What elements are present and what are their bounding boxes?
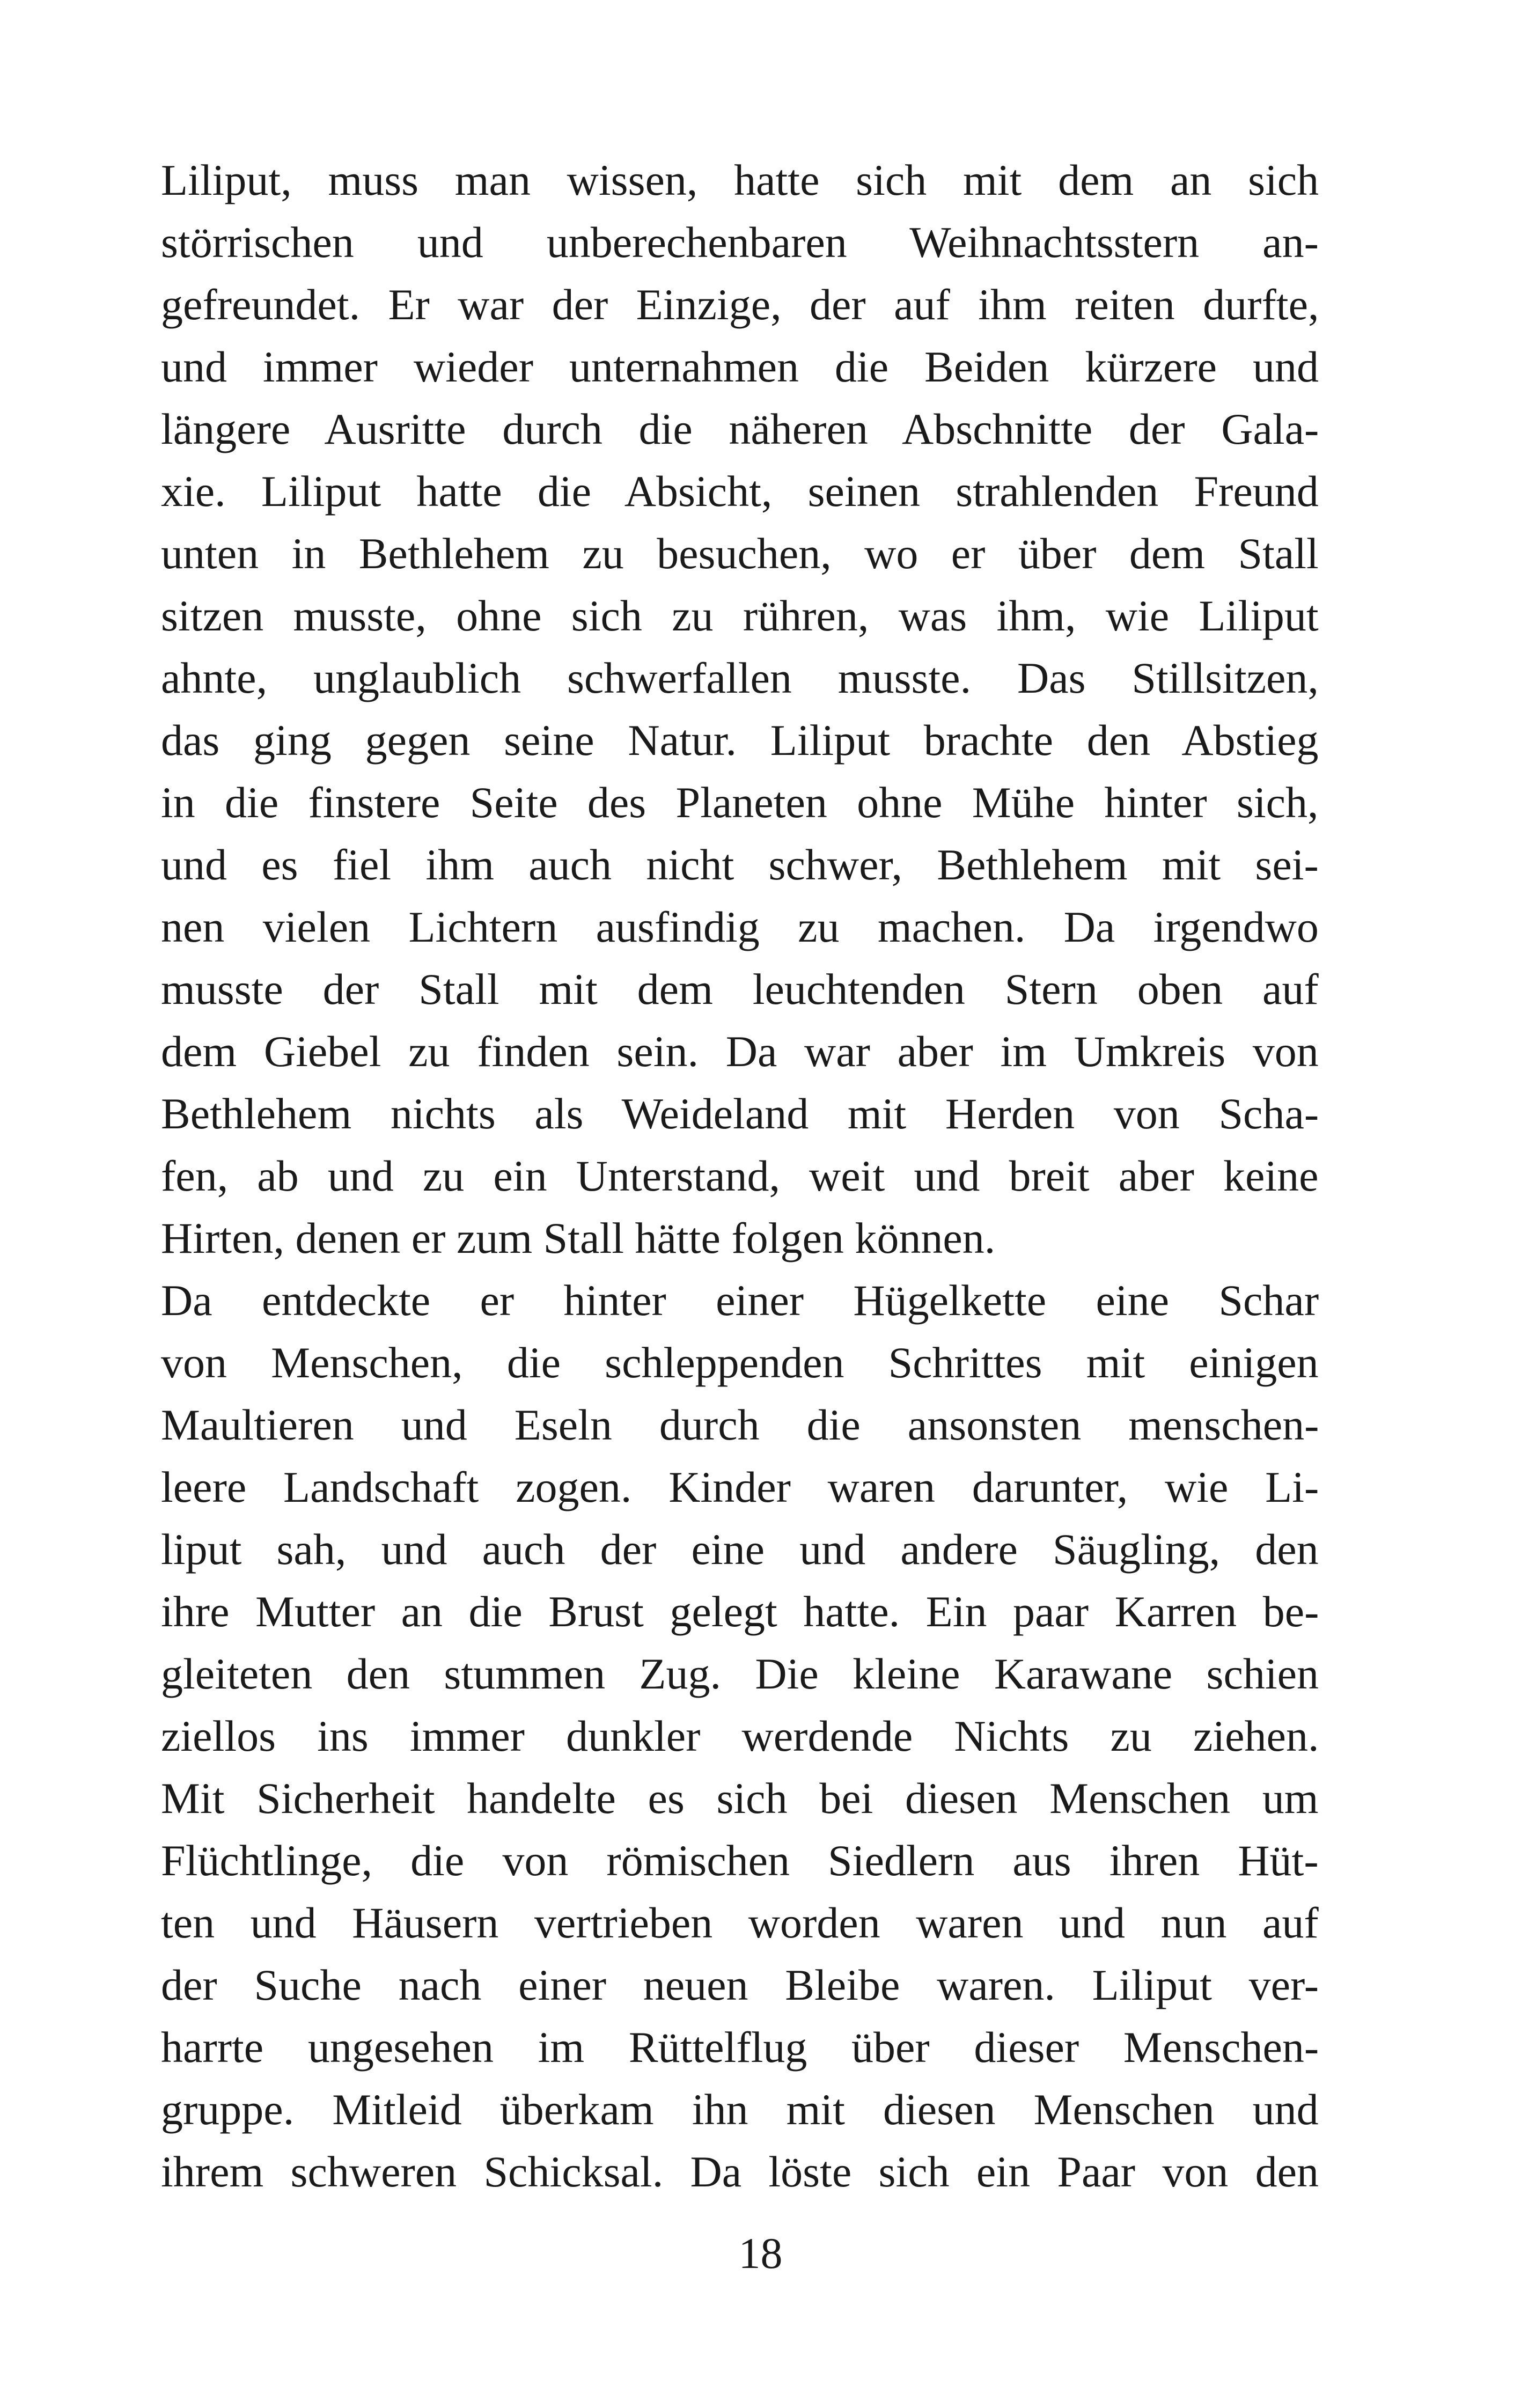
text-line: der Suche nach einer neuen Bleibe waren. Liliput ver- (161, 1961, 1319, 2009)
text-line: und immer wieder unternahmen die Beiden kürzere und (161, 342, 1319, 391)
text-line: störrischen und unberechenbaren Weihnachtsstern an- (161, 218, 1319, 267)
text-line: Da entdeckte er hinter einer Hügelkette eine Schar (161, 1276, 1319, 1325)
text-line: längere Ausritte durch die näheren Abschnitte der Gala- (161, 405, 1319, 453)
text-line: Liliput, muss man wissen, hatte sich mit dem an sich (161, 156, 1319, 204)
text-line: Maultieren und Eseln durch die ansonsten menschen- (161, 1400, 1319, 1449)
text-line: und es fiel ihm auch nicht schwer, Bethlehem mit sei- (161, 840, 1319, 889)
text-line: gleiteten den stummen Zug. Die kleine Karawane schien (161, 1649, 1319, 1698)
paragraph-2 (161, 1269, 1319, 2203)
text-line: xie. Liliput hatte die Absicht, seinen strahlenden Freund (161, 467, 1319, 516)
text-line: sitzen musste, ohne sich zu rühren, was ihm, wie Liliput (161, 591, 1319, 640)
text-line: Hirten, denen er zum Stall hätte folgen können. (161, 1214, 996, 1262)
text-line: musste der Stall mit dem leuchtenden Stern oben auf (161, 965, 1319, 1014)
text-line: harrte ungesehen im Rüttelflug über dieser Menschen- (161, 2023, 1319, 2072)
text-line: ten und Häusern vertrieben worden waren und nun auf (161, 1898, 1319, 1947)
text-line: fen, ab und zu ein Unterstand, weit und breit aber keine (161, 1151, 1319, 1200)
text-line: Bethlehem nichts als Weideland mit Herden von Scha- (161, 1089, 1319, 1138)
text-line: Flüchtlinge, die von römischen Siedlern aus ihren Hüt- (161, 1836, 1319, 1885)
text-line: leere Landschaft zogen. Kinder waren darunter, wie Li- (161, 1463, 1319, 1511)
text-line: Mit Sicherheit handelte es sich bei diesen Menschen um (161, 1774, 1319, 1823)
text-line: gefreundet. Er war der Einzige, der auf ihm reiten durfte, (161, 280, 1319, 329)
text-line: in die finstere Seite des Planeten ohne Mühe hinter sich, (161, 778, 1319, 827)
text-line: das ging gegen seine Natur. Liliput brachte den Abstieg (161, 716, 1319, 765)
text-line: liput sah, und auch der eine und andere Säugling, den (161, 1525, 1319, 1574)
text-line: ihrem schweren Schicksal. Da löste sich ein Paar von den (161, 2147, 1319, 2196)
text-line: von Menschen, die schleppenden Schrittes mit einigen (161, 1338, 1319, 1387)
text-line: ziellos ins immer dunkler werdende Nichts zu ziehen. (161, 1712, 1319, 1760)
text-line: nen vielen Lichtern ausfindig zu machen. Da irgendwo (161, 902, 1319, 951)
text-line: unten in Bethlehem zu besuchen, wo er über dem Stall (161, 529, 1319, 578)
text-line: ihre Mutter an die Brust gelegt hatte. Ein paar Karren be- (161, 1587, 1319, 1636)
text-line: gruppe. Mitleid überkam ihn mit diesen Menschen und (161, 2085, 1319, 2134)
body-text (161, 149, 1319, 2203)
text-line: dem Giebel zu finden sein. Da war aber im Umkreis von (161, 1027, 1319, 1076)
page-number: 18 (738, 2229, 783, 2278)
paragraph-1 (161, 149, 1319, 1269)
text-line: ahnte, unglaublich schwerfallen musste. Das Stillsitzen, (161, 654, 1319, 702)
